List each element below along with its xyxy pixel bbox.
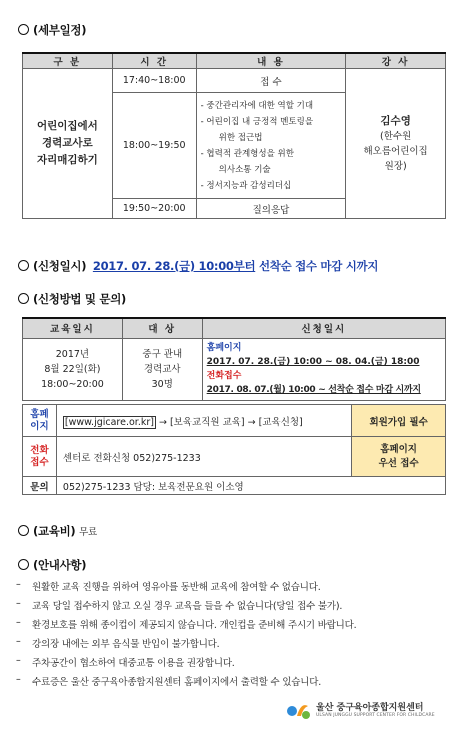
- notice-item: – 원활한 교육 진행을 위하여 영유아를 동반해 교육에 참여할 수 없습니다.: [16, 579, 321, 593]
- notice-item: – 환경보호를 위해 종이컵이 제공되지 않습니다. 개인컵을 준비해 주시기 바랍니다.: [16, 617, 357, 631]
- logo-sub: ULSAN JUNGGU SUPPORT CENTER FOR CHILDCARE: [316, 713, 435, 718]
- row-phone-text: 센터로 전화신청 052)275-1233: [56, 437, 351, 477]
- row-home-note: 회원가입 필수: [352, 405, 446, 437]
- header-target: 대 상: [122, 318, 202, 338]
- time-2: 18:00~19:50: [112, 93, 196, 199]
- instructor-cell: 김수영 (한수원 해오름어린이집 원장): [346, 69, 446, 219]
- header-apply-date: 신청일시: [202, 318, 445, 338]
- homepage-link[interactable]: [www.jgicare.or.kr]: [64, 416, 154, 428]
- method-section-title: (신청방법 및 문의): [18, 291, 126, 307]
- category-cell: 어린이집에서 경력교사로 자리매김하기: [23, 69, 113, 219]
- row-inquiry-label: 문의: [23, 477, 57, 495]
- header-category: 구 분: [23, 53, 113, 69]
- header-time: 시 간: [112, 53, 196, 69]
- logo-name: 울산 중구육아종합지원센터: [316, 703, 424, 713]
- circle-bullet-icon: [18, 559, 29, 570]
- header-edu-date: 교육일시: [23, 318, 123, 338]
- notice-item: – 강의장 내에는 외부 음식물 반입이 불가합니다.: [16, 636, 220, 650]
- notice-item: – 수료증은 울산 중구육아종합지원센터 홈페이지에서 출력할 수 있습니다.: [16, 674, 322, 688]
- target-cell: 중구 관내 경력교사 30명: [122, 338, 202, 400]
- apply-suffix: 선착순 접수 마감 시까지: [258, 259, 379, 273]
- edu-date-cell: 2017년 8월 22일(화) 18:00~20:00: [23, 338, 123, 400]
- content-1: 접 수: [196, 69, 346, 93]
- header-instructor: 강 사: [346, 53, 446, 69]
- content-2: - 중간관리자에 대한 역할 기대 - 어린이집 내 긍정적 멘토링을 위한 접근법 - 협력적 관계형성을 위한 의사소통 기술 - 정서지능과 감성리더십: [196, 93, 346, 199]
- time-1: 17:40~18:00: [112, 69, 196, 93]
- fee-line: (교육비) 무료: [18, 523, 97, 539]
- header-content: 내 용: [196, 53, 346, 69]
- fee-value: 무료: [79, 527, 97, 538]
- row-home-label: 홈페 이지: [23, 405, 57, 437]
- notice-item: – 주차공간이 협소하여 대중교통 이용을 권장합니다.: [16, 655, 235, 669]
- logo-mark-icon: [286, 700, 312, 722]
- apply-period-line: (신청일시) 2017. 07. 28.(금) 10:00부터 선착순 접수 마감 시까지: [18, 258, 378, 274]
- notice-section-title: (안내사항): [18, 557, 86, 573]
- circle-bullet-icon: [18, 293, 29, 304]
- apply-date: 2017. 07. 28.(금) 10:00부터: [92, 259, 256, 273]
- row-phone-note: 홈페이지 우선 접수: [352, 437, 446, 477]
- circle-bullet-icon: [18, 24, 29, 35]
- circle-bullet-icon: [18, 525, 29, 536]
- row-inquiry-text: 052)275-1233 담당: 보육전문요원 이소영: [56, 477, 445, 495]
- notice-item: – 교육 당일 접수하지 않고 오실 경우 교육을 들을 수 없습니다(당일 접수 불가).: [16, 598, 343, 612]
- schedule-table: [22, 52, 446, 219]
- schedule-section-title: (세부일정): [18, 22, 86, 38]
- method-table: [22, 317, 446, 401]
- row-home-text: [www.jgicare.or.kr] → [보육교직원 교육] → [교육신청]: [56, 405, 351, 437]
- content-3: 질의응답: [196, 199, 346, 219]
- apply-period-cell: 홈페이지 2017. 07. 28.(금) 10:00 ~ 08. 04.(금) 18:00 전화접수 2017. 08. 07.(월) 10:00 ~ 선착순 접수 마감 시까지: [202, 338, 445, 400]
- method-detail-table: [22, 404, 446, 495]
- circle-bullet-icon: [18, 260, 29, 271]
- time-3: 19:50~20:00: [112, 199, 196, 219]
- row-phone-label: 전화 접수: [23, 437, 57, 477]
- center-logo: [286, 698, 446, 724]
